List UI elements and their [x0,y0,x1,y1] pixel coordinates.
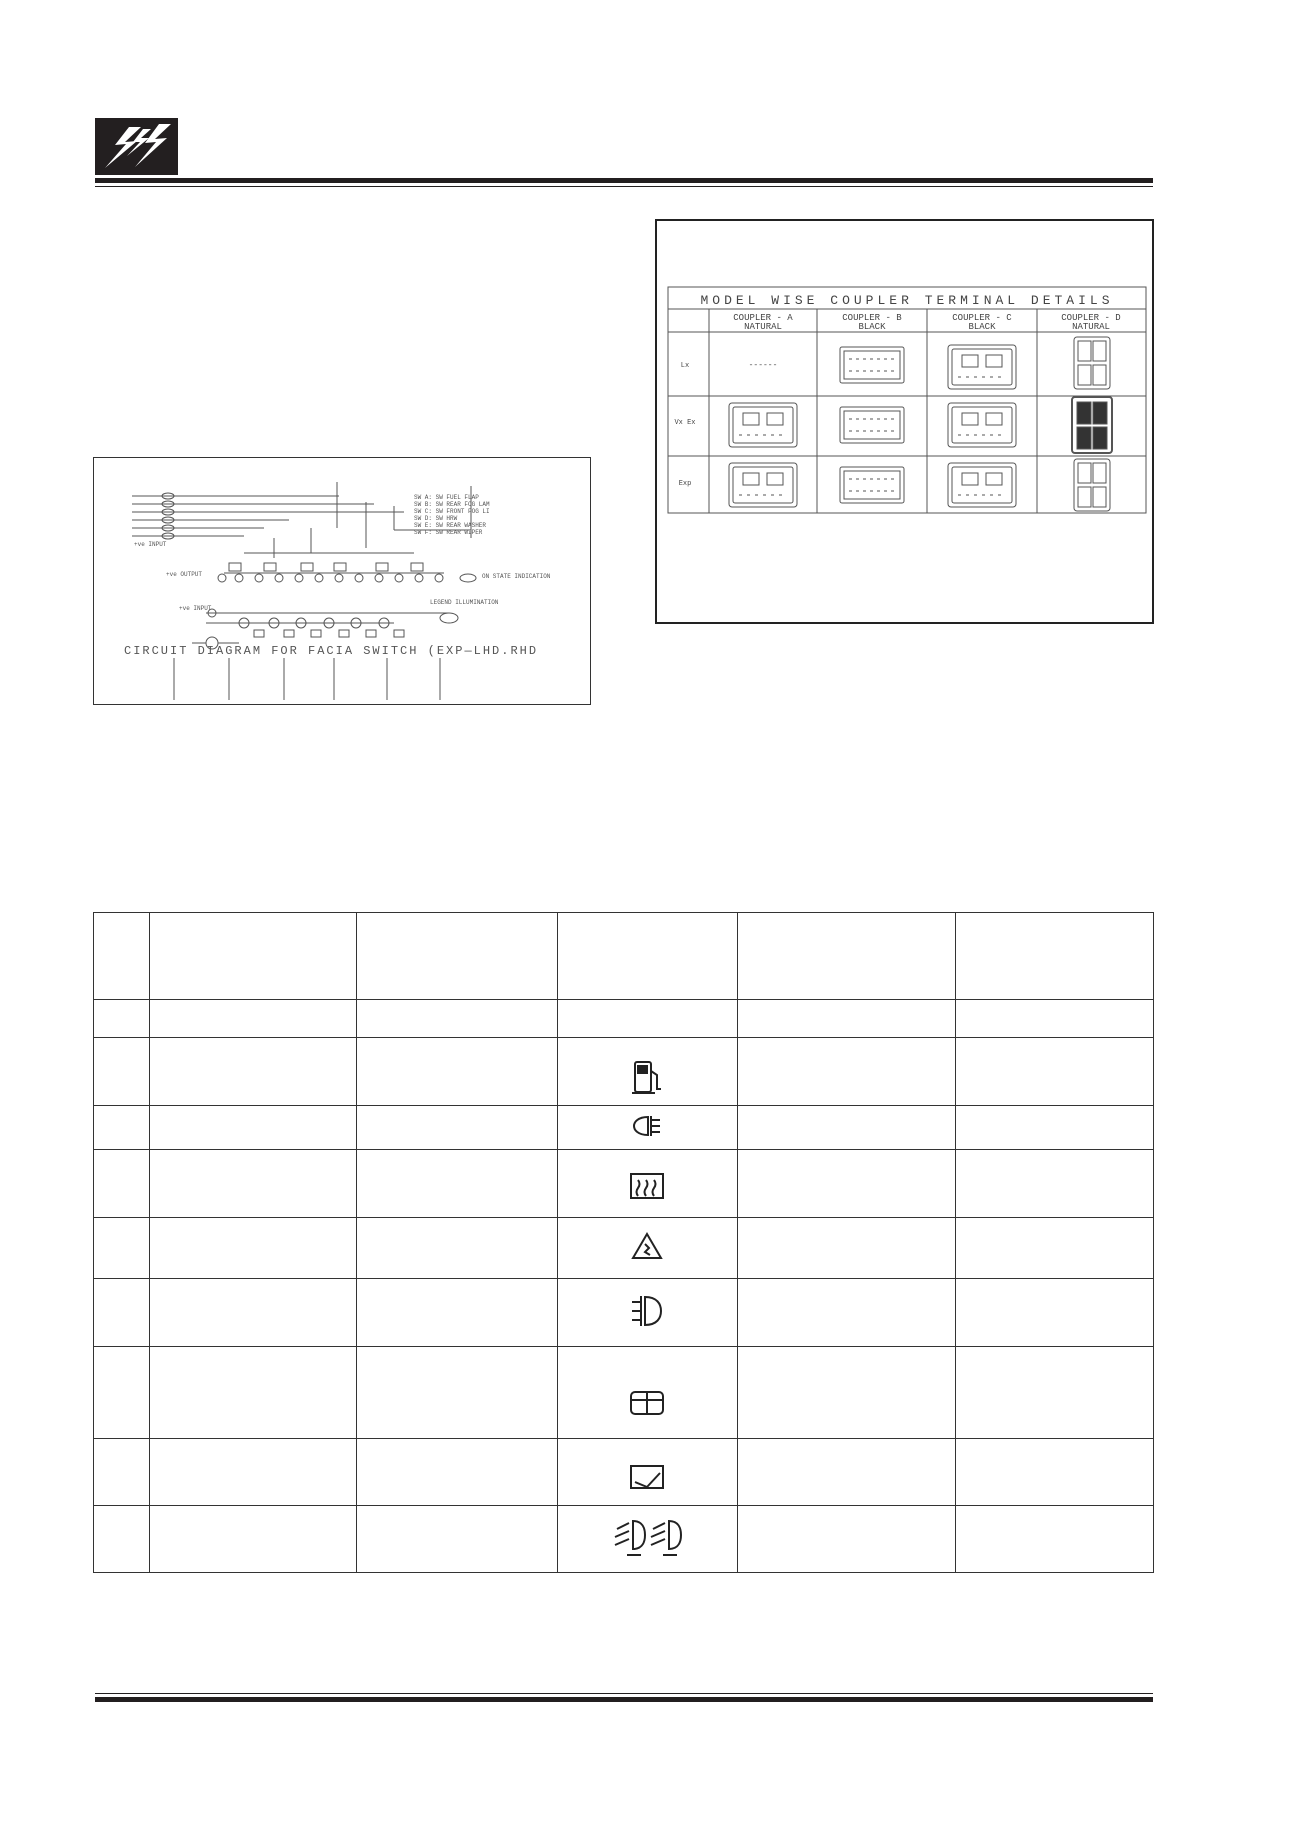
coupler-b-vx-connector [840,407,904,443]
coupler-d-vx-connector [1072,397,1112,453]
table-cell [149,1150,356,1218]
table-cell [956,1347,1154,1439]
table-cell [738,1038,956,1106]
footer-rule [95,1697,1153,1702]
table-cell [94,1439,150,1506]
table-cell [738,1000,956,1038]
table-cell [149,1106,356,1150]
table-cell [94,1279,150,1347]
legend-line-d: SW D: SW HRW [414,515,458,522]
table-cell [956,1150,1154,1218]
table-header-row [94,913,1154,1000]
table-cell [956,1038,1154,1106]
table-cell [149,1439,356,1506]
table-cell [557,1279,738,1347]
rear-wiper-icon [627,1460,667,1494]
table-cell [149,913,356,1000]
coupler-b-lx-connector [840,347,904,383]
table-cell [356,1218,557,1279]
table-cell [557,1000,738,1038]
table-cell [956,1279,1154,1347]
coupler-d-header: COUPLER - D [1061,313,1121,323]
table-cell [557,1106,738,1150]
legend-line-e: SW E: SW REAR WASHER [414,522,487,529]
row-label-exp: Exp [678,480,692,488]
header-rule [95,178,1153,183]
legend-line-c: SW C: SW FRONT FOG LI [414,508,490,515]
table-cell [956,1439,1154,1506]
table-row [94,1506,1154,1573]
coupler-b-header: COUPLER - B [842,313,902,323]
table-row [94,1279,1154,1347]
table-cell [149,1279,356,1347]
table-row [94,1218,1154,1279]
row-label-lx: Lx [680,362,690,370]
table-cell [738,1506,956,1573]
table-cell [956,1000,1154,1038]
table-cell [356,1150,557,1218]
table-cell [94,1150,150,1218]
table-cell [149,1506,356,1573]
table-cell [356,1106,557,1150]
table-cell [956,913,1154,1000]
input-top-label: +ve INPUT [134,541,167,548]
fuel-flap-icon [627,1057,667,1097]
table-cell [94,1000,150,1038]
front-fog-lamp-icon [627,1291,667,1331]
facia-switch-table [93,912,1154,1573]
table-cell [738,1218,956,1279]
coupler-d-exp-connector [1074,459,1110,511]
coupler-a-lx-value: ------ [748,361,778,370]
coupler-c-header: COUPLER - C [952,313,1012,323]
coupler-c-color: BLACK [968,322,996,332]
heated-rear-window-icon [627,1170,667,1204]
table-cell [94,1506,150,1573]
table-cell [557,1150,738,1218]
table-row [94,1106,1154,1150]
table-cell [94,1218,150,1279]
coupler-a-color: NATURAL [744,322,782,332]
table-cell [94,1038,150,1106]
table-cell [94,1347,150,1439]
state-indication-label: ON STATE INDICATION [482,573,551,580]
table-row [94,1038,1154,1106]
room-lamp-icon [627,1384,667,1418]
output-switch-row [218,553,476,582]
header-rule-thin [95,186,1153,187]
table-cell [356,1000,557,1038]
headlamp-leveling-icon [607,1515,687,1559]
coupler-b-color: BLACK [858,322,886,332]
table-cell [738,1150,956,1218]
circuit-diagram-figure [93,457,591,705]
table-row [94,1000,1154,1038]
coupler-details-figure [655,219,1154,624]
input-bottom-label: +ve INPUT [179,605,212,612]
table-cell [738,1439,956,1506]
coupler-d-color: NATURAL [1072,322,1110,332]
coupler-d-lx-connector [1074,337,1110,389]
table-cell [557,1506,738,1573]
coupler-c-exp-connector [948,463,1016,507]
table-cell [956,1506,1154,1573]
coupler-b-exp-connector [840,467,904,503]
table-cell [738,1106,956,1150]
legend-line-a: SW A: SW FUEL FLAP [414,494,479,501]
table-cell [356,1506,557,1573]
rear-fog-lamp-icon [630,1112,664,1140]
table-cell [738,913,956,1000]
vertical-drops [174,658,440,700]
table-cell [356,1279,557,1347]
hazard-warning-icon [630,1230,664,1262]
row-label-vx-ex: Vx Ex [674,419,696,427]
table-cell [94,913,150,1000]
table-cell [356,1347,557,1439]
table-cell [557,1439,738,1506]
output-label: +ve OUTPUT [166,571,203,578]
table-cell [149,1038,356,1106]
coupler-a-vx-connector [729,403,797,447]
circuit-diagram-caption: CIRCUIT DIAGRAM FOR FACIA SWITCH (EXP—LHD.RHD [124,644,539,658]
coupler-table-title: MODEL WISE COUPLER TERMINAL DETAILS [700,293,1114,308]
table-cell [956,1106,1154,1150]
table-cell [356,1439,557,1506]
table-cell [738,1347,956,1439]
coupler-a-header: COUPLER - A [733,313,793,323]
table-cell [94,1106,150,1150]
legend-line-f: SW F: SW REAR WIPER [414,529,483,536]
table-row [94,1150,1154,1218]
table-cell [557,913,738,1000]
footer-rule-thin [95,1693,1153,1694]
coupler-c-lx-connector [948,345,1016,389]
table-cell [738,1279,956,1347]
table-cell [356,1038,557,1106]
table-cell [149,1218,356,1279]
table-cell [557,1038,738,1106]
table-cell [356,913,557,1000]
coupler-a-exp-connector [729,463,797,507]
legend-illumination-label: LEGEND ILLUMINATION [430,599,499,606]
lightning-bolt-logo [95,118,178,175]
table-cell [557,1347,738,1439]
coupler-c-vx-connector [948,403,1016,447]
illumination-switch-row [192,609,458,649]
table-cell [149,1347,356,1439]
table-row [94,1347,1154,1439]
table-cell [557,1218,738,1279]
table-row [94,1439,1154,1506]
table-cell [149,1000,356,1038]
legend-line-b: SW B: SW REAR FOG LAM [414,501,490,508]
table-cell [956,1218,1154,1279]
